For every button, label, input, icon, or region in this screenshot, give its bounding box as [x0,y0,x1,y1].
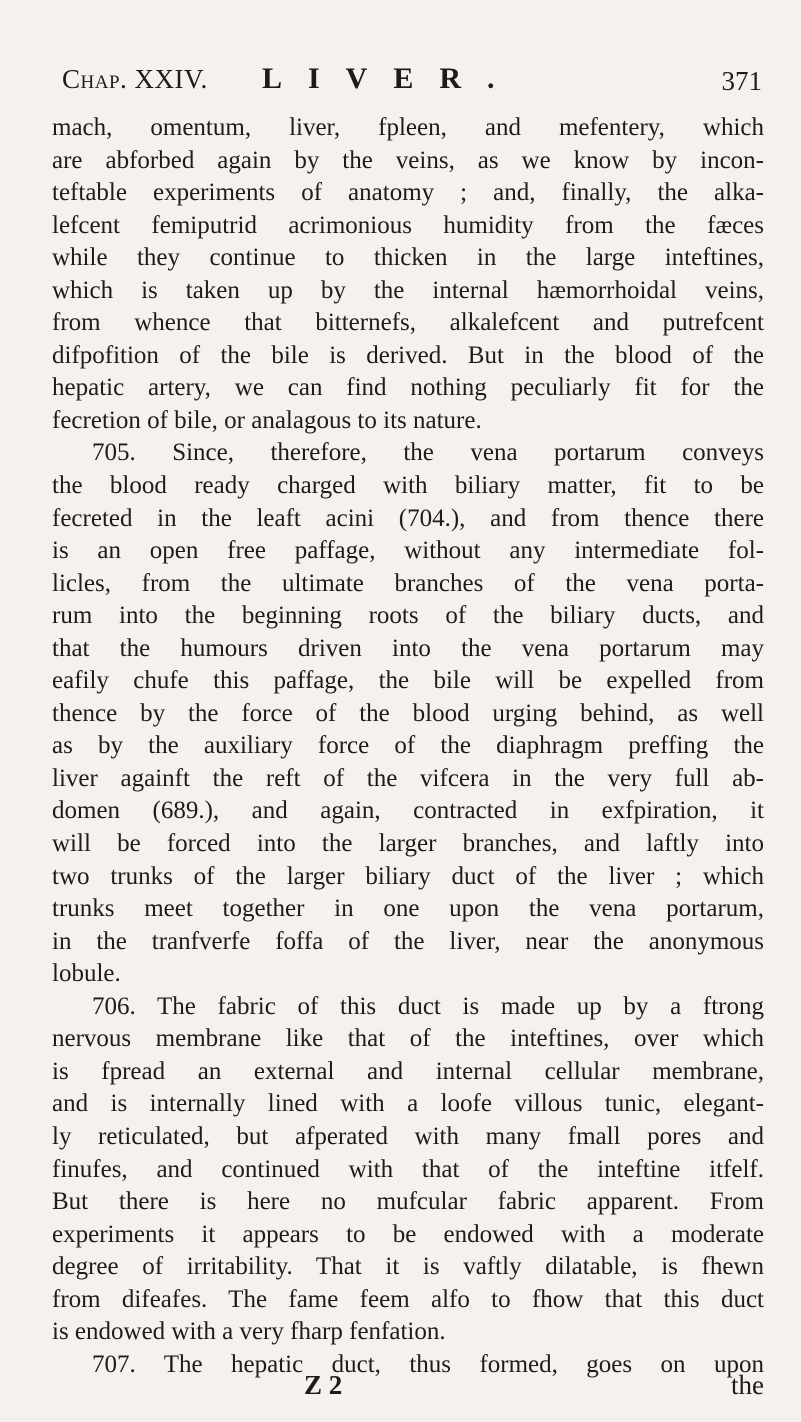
page-number: 371 [721,66,762,96]
text-line: fecretion of bile, or analagous to its nature. [52,406,482,434]
text-line: that the humours driven into the vena portarum may [52,634,764,662]
text-line: But there is here no mufcular fabric apparent. From [52,1188,764,1216]
paragraph-start-706: 706. The fabric of this duct is made up by a ftrong [92,992,764,1020]
text-line: the blood ready charged with biliary matter, fit to be [52,472,764,500]
paragraph-start-707: 707. The hepatic duct, thus formed, goes on upon [92,1350,764,1378]
text-line: difpofition of the bile is derived. But in the blood of the [52,341,764,369]
chapter-label: Chap. XXIV. [62,64,208,94]
text-line: trunks meet together in one upon the vena portarum, [52,895,764,923]
text-line: lobule. [52,960,121,988]
text-line: while they continue to thicken in the large inteftines, [52,244,764,272]
text-line: is an open free paffage, without any intermediate fol- [52,537,764,565]
text-line: teftable experiments of anatomy ; and, finally, the alka- [52,179,764,207]
text-line: is endowed with a very fharp fenfation. [52,1318,446,1346]
text-line: as by the auxiliary force of the diaphragm preffing the [52,732,764,760]
body-text [52,112,764,1381]
text-line: mach, omentum, liver, fpleen, and mefentery, which [52,114,764,141]
signature-mark: Z 2 [304,1370,343,1400]
text-line: eafily chufe this paffage, the bile will be expelled from [52,667,764,695]
paragraph-start-705: 705. Since, therefore, the vena portarum conveys [92,439,764,467]
text-line: domen (689.), and again, contracted in exfpiration, it [52,797,764,825]
text-line: licles, from the ultimate branches of the vena porta- [52,569,764,597]
text-line: degree of irritability. That it is vaftly dilatable, is fhewn [52,1253,764,1281]
text-line: ly reticulated, but afperated with many fmall pores and [52,1122,764,1150]
text-line: rum into the beginning roots of the biliary ducts, and [52,602,764,630]
text-line: fecreted in the leaft acini (704.), and from thence there [52,504,764,532]
text-line: liver againft the reft of the vifcera in the very full ab- [52,764,764,792]
text-line: hepatic artery, we can find nothing peculiarly fit for the [52,374,764,402]
text-line: is fpread an external and internal cellular membrane, [52,1057,764,1085]
text-line: are abforbed again by the veins, as we know by incon- [52,146,764,174]
running-header [62,60,762,100]
text-line: in the tranfverfe foffa of the liver, near the anonymous [52,927,764,955]
text-line: finufes, and continued with that of the inteftine itfelf. [52,1155,764,1183]
page-title: LIVER. [262,62,521,95]
page-footer [52,1370,764,1410]
text-line: experiments it appears to be endowed with a moderate [52,1220,764,1248]
text-line: nervous membrane like that of the inteftines, over which [52,1025,764,1053]
text-line: lefcent femiputrid acrimonious humidity from the fæces [52,211,764,239]
text-line: from difeafes. The fame feem alfo to fhow that this duct [52,1285,764,1313]
text-line: from whence that bitternefs, alkalefcent and putrefcent [52,309,764,337]
text-line: two trunks of the larger biliary duct of the liver ; which [52,862,764,890]
text-line: thence by the force of the blood urging behind, as well [52,699,764,727]
text-line: which is taken up by the internal hæmorrhoidal veins, [52,276,764,304]
catchword: the [731,1370,764,1400]
text-line: will be forced into the larger branches, and laftly into [52,830,764,858]
text-line: and is internally lined with a loofe villous tunic, elegant- [52,1090,764,1118]
